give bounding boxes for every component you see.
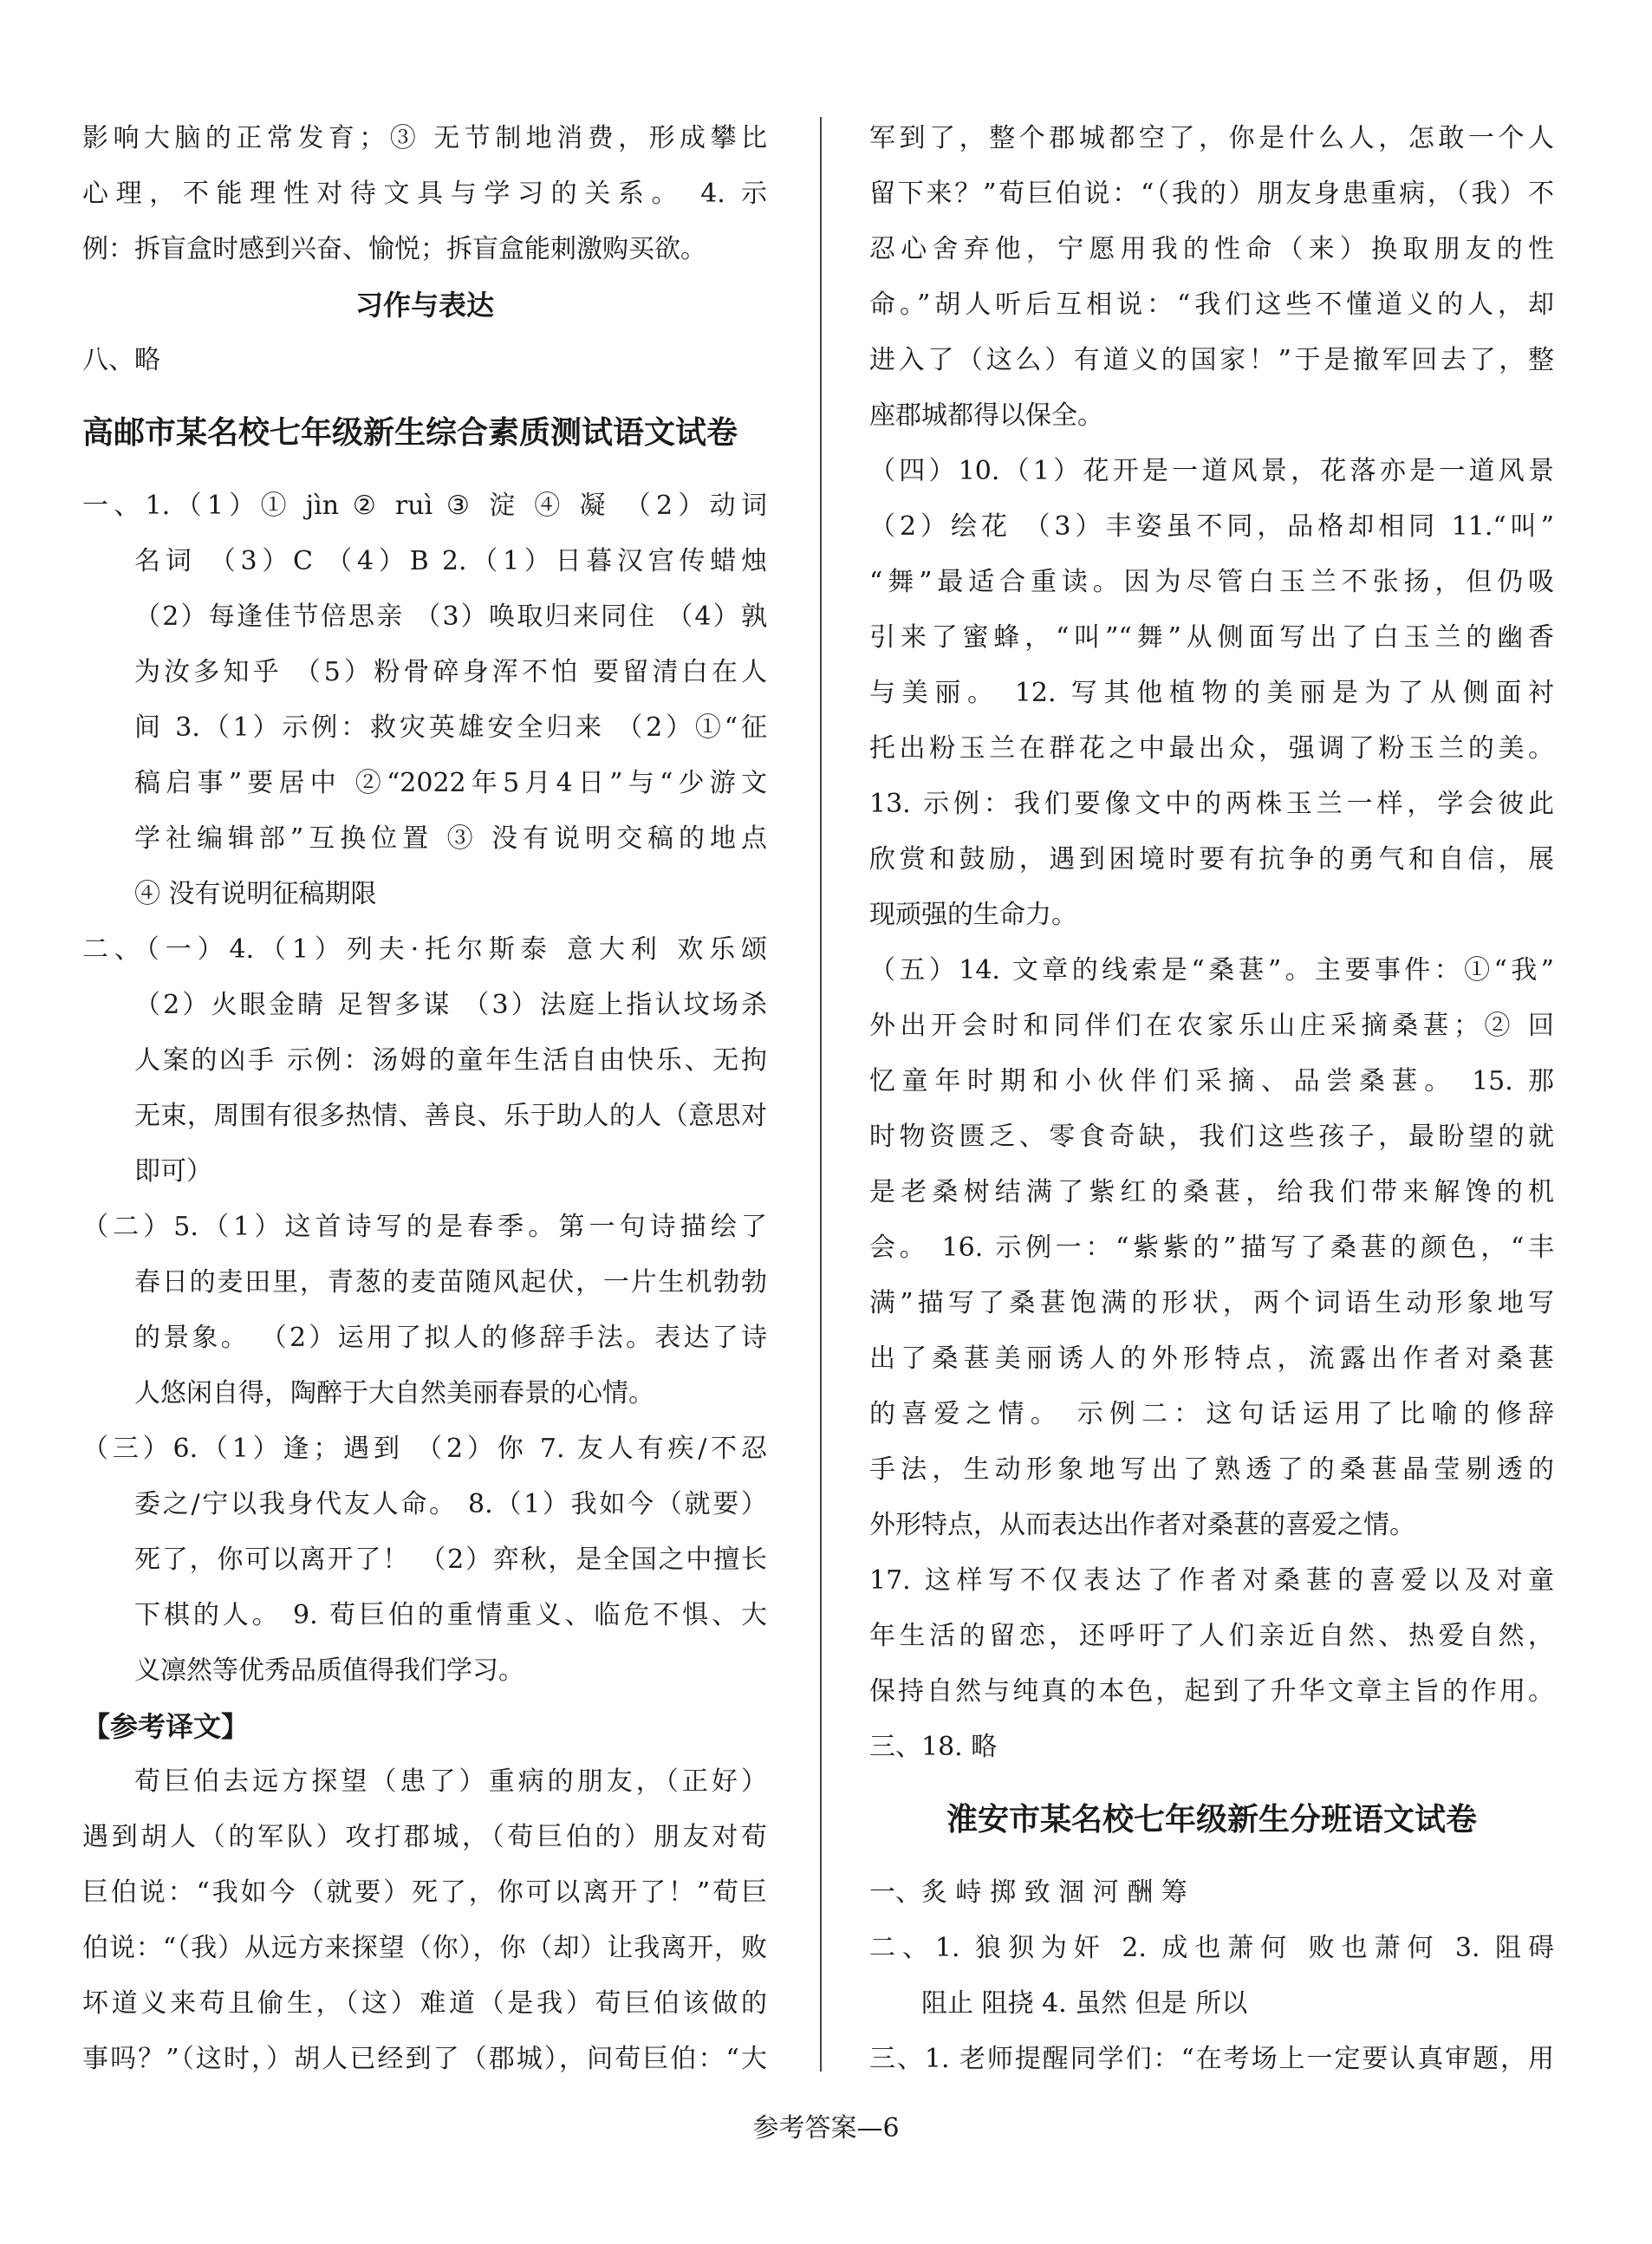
text-line: 13. 示例：我们要像文中的两株玉兰一样，学会彼此 bbox=[869, 789, 1554, 819]
text-line: 学社编辑部”互换位置 ③ 没有说明交稿的地点 bbox=[134, 823, 767, 854]
text-line: 年生活的留恋，还呼吁了人们亲近自然、热爱自然， bbox=[869, 1621, 1554, 1651]
text-line: （二）5.（1）这首诗写的是春季。第一句诗描绘了 bbox=[82, 1212, 767, 1242]
left-column bbox=[82, 111, 767, 2087]
text-line: 三、1. 老师提醒同学们：“在考场上一定要认真审题，用 bbox=[869, 2044, 1554, 2074]
text-line: 忍心舍弃他，宁愿用我的性命（来）换取朋友的性 bbox=[869, 234, 1554, 264]
text-line: 影响大脑的正常发育；③ 无节制地消费，形成攀比 bbox=[82, 123, 767, 153]
text-line: 遇到胡人（的军队）攻打郡城，（荀巨伯的）朋友对荀 bbox=[82, 1822, 767, 1852]
text-line: 托出粉玉兰在群花之中最出众，强调了粉玉兰的美。 bbox=[869, 733, 1554, 764]
text-line: 春日的麦田里，青葱的麦苗随风起伏，一片生机勃勃 bbox=[134, 1267, 767, 1298]
text-line: 手法，生动形象地写出了熟透了的桑葚晶莹剔透的 bbox=[869, 1454, 1554, 1485]
text-line: 人案的凶手 示例：汤姆的童年生活自由快乐、无拘 bbox=[134, 1045, 767, 1076]
exam-title: 高邮市某名校七年级新生综合素质测试语文试卷 bbox=[82, 415, 738, 451]
text-line: 引来了蜜蜂，“叫”“舞”从侧面写出了白玉兰的幽香 bbox=[869, 622, 1554, 653]
text-line: 阻止 阻挠 4. 虽然 但是 所以 bbox=[921, 1988, 1248, 2019]
text-line: 进入了（这么）有道义的国家！”于是撤军回去了，整 bbox=[869, 345, 1554, 375]
text-line: 二、1. 狼狈为奸 2. 成也萧何 败也萧何 3. 阻碍 bbox=[869, 1933, 1554, 1963]
text-line: 二、（一）4.（1）列夫·托尔斯泰 意大利 欢乐颂 bbox=[82, 934, 767, 965]
text-line: 义凛然等优秀品质值得我们学习。 bbox=[134, 1655, 524, 1686]
text-line: 外出开会时和同伴们在农家乐山庄采摘桑葚；② 回 bbox=[869, 1011, 1554, 1041]
reference-translation-heading: 【参考译文】 bbox=[82, 1710, 250, 1743]
text-line: 八、略 bbox=[82, 345, 160, 375]
right-column bbox=[869, 111, 1554, 2087]
text-line: 的景象。 （2）运用了拟人的修辞手法。表达了诗 bbox=[134, 1323, 767, 1353]
text-line: 事吗？”（这时，）胡人已经到了（郡城），问荀巨伯：“大 bbox=[82, 2044, 767, 2074]
text-line: 人悠闲自得，陶醉于大自然美丽春景的心情。 bbox=[134, 1378, 654, 1408]
text-line: （三）6.（1）逢；遇到 （2）你 7. 友人有疾/不忍 bbox=[82, 1434, 767, 1464]
text-line: 委之/宁以我身代友人命。 8.（1）我如今（就要） bbox=[134, 1489, 767, 1519]
text-line: 稿启事”要居中 ②“2022年5月4日”与“少游文 bbox=[134, 768, 767, 798]
text-line: 现顽强的生命力。 bbox=[869, 900, 1077, 930]
text-line: 间 3.（1）示例：救灾英雄安全归来 （2）①“征 bbox=[134, 712, 767, 743]
text-line: 17. 这样写不仅表达了作者对桑葚的喜爱以及对童 bbox=[869, 1565, 1554, 1596]
text-line: 荀巨伯去远方探望（患了）重病的朋友，（正好） bbox=[134, 1766, 767, 1797]
text-line: 保持自然与纯真的本色，起到了升华文章主旨的作用。 bbox=[869, 1676, 1554, 1707]
text-line: 伯说：“（我）从远方来探望（你），你（却）让我离开，败 bbox=[82, 1933, 767, 1963]
text-line: 例：拆盲盒时感到兴奋、愉悦；拆盲盒能刺激购买欲。 bbox=[82, 234, 706, 264]
text-line: 命。”胡人听后互相说：“我们这些不懂道义的人，却 bbox=[869, 289, 1554, 320]
text-line: 坏道义来苟且偷生，（这）难道（是我）荀巨伯该做的 bbox=[82, 1988, 767, 2019]
section-heading: 习作与表达 bbox=[354, 289, 494, 322]
column-divider bbox=[820, 117, 822, 2072]
text-line: 留下来？”荀巨伯说：“（我的）朋友身患重病，（我）不 bbox=[869, 179, 1554, 209]
text-line: “舞”最适合重读。因为尽管白玉兰不张扬，但仍吸 bbox=[869, 567, 1554, 597]
text-line: 忆童年时期和小伙伴们采摘、品尝桑葚。 15. 那 bbox=[869, 1066, 1554, 1096]
text-line: 心理，不能理性对待文具与学习的关系。 4. 示 bbox=[82, 179, 767, 209]
exam-title: 淮安市某名校七年级新生分班语文试卷 bbox=[946, 1802, 1477, 1837]
text-line: 为汝多知乎 （5）粉骨碎身浑不怕 要留清白在人 bbox=[134, 657, 767, 687]
text-line: 死了，你可以离开了！ （2）弈秋，是全国之中擅长 bbox=[134, 1545, 767, 1575]
text-line: （2）绘花 （3）丰姿虽不同，品格却相同 11.“叫” bbox=[869, 511, 1554, 542]
text-line: 满”描写了桑葚饱满的形状，两个词语生动形象地写 bbox=[869, 1288, 1554, 1318]
text-line: （2）每逢佳节倍思亲 （3）唤取归来同住 （4）孰 bbox=[134, 602, 767, 632]
text-line: 无束，周围有很多热情、善良、乐于助人的人（意思对 bbox=[134, 1101, 767, 1131]
text-line: 一、炙 峙 掷 致 涸 河 酬 筹 bbox=[869, 1877, 1187, 1908]
text-line: 时物资匮乏、零食奇缺，我们这些孩子，最盼望的就 bbox=[869, 1122, 1554, 1152]
text-line: 外形特点，从而表达出作者对桑葚的喜爱之情。 bbox=[869, 1510, 1415, 1540]
page-number: 参考答案—6 bbox=[752, 2113, 900, 2143]
text-line: 的喜爱之情。 示例二：这句话运用了比喻的修辞 bbox=[869, 1399, 1554, 1429]
text-line: （四）10.（1）花开是一道风景，花落亦是一道风景 bbox=[869, 456, 1554, 486]
text-line: 是老桑树结满了紫红的桑葚，给我们带来解馋的机 bbox=[869, 1177, 1554, 1207]
text-line: 三、18. 略 bbox=[869, 1732, 998, 1762]
text-line: ④ 没有说明征稿期限 bbox=[134, 879, 377, 909]
text-line: 名词 （3）C （4）B 2.（1）日暮汉宫传蜡烛 bbox=[134, 546, 767, 576]
text-line: 下棋的人。 9. 荀巨伯的重情重义、临危不惧、大 bbox=[134, 1600, 767, 1630]
text-line: 巨伯说：“我如今（就要）死了，你可以离开了！”荀巨 bbox=[82, 1877, 767, 1908]
text-line: 即可） bbox=[134, 1156, 212, 1187]
text-line: 一、1.（1）① jìn ② ruì ③ 淀 ④ 凝 （2）动词 bbox=[82, 491, 767, 521]
text-line: 欣赏和鼓励，遇到困境时要有抗争的勇气和自信，展 bbox=[869, 844, 1554, 875]
text-line: （2）火眼金睛 足智多谋 （3）法庭上指认坟场杀 bbox=[134, 990, 767, 1020]
text-line: 会。 16. 示例一：“紫紫的”描写了桑葚的颜色，“丰 bbox=[869, 1233, 1554, 1263]
text-line: 座郡城都得以保全。 bbox=[869, 400, 1103, 431]
text-line: 与美丽。 12. 写其他植物的美丽是为了从侧面衬 bbox=[869, 678, 1554, 708]
text-line: 军到了，整个郡城都空了，你是什么人，怎敢一个人 bbox=[869, 123, 1554, 153]
text-line: （五）14. 文章的线索是“桑葚”。主要事件：①“我” bbox=[869, 955, 1554, 985]
text-line: 出了桑葚美丽诱人的外形特点，流露出作者对桑葚 bbox=[869, 1343, 1554, 1374]
